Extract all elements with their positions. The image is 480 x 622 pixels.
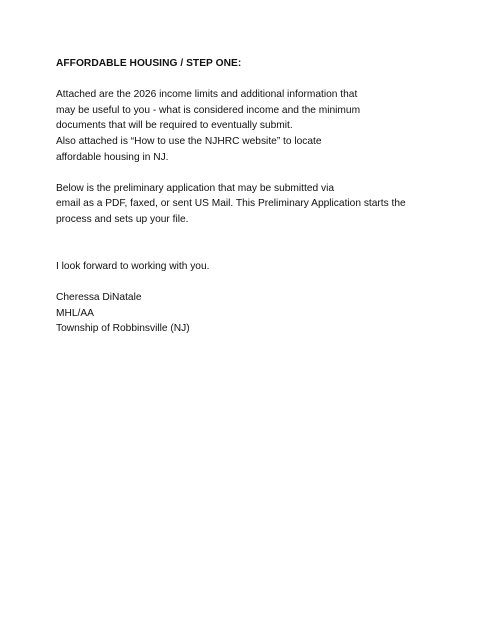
paragraph-line: documents that will be required to eventually submit. (56, 120, 293, 132)
paragraph-line: Below is the preliminary application that may be submitted via (56, 182, 335, 194)
closing-line: I look forward to working with you. (56, 260, 210, 272)
paragraph-line: email as a PDF, faxed, or sent US Mail. This Preliminary Application starts the (56, 198, 406, 210)
paragraph-line: may be useful to you - what is considered income and the minimum (56, 104, 361, 116)
paragraph-line: affordable housing in NJ. (56, 151, 169, 163)
signature-block (56, 290, 456, 337)
paragraph-line: Attached are the 2026 income limits and additional information that (56, 89, 358, 101)
blank-line (56, 243, 456, 259)
signature-organization: Township of Robbinsville (NJ) (56, 323, 190, 335)
application-paragraph (56, 181, 456, 228)
signature-name: Cheressa DiNatale (56, 291, 142, 303)
income-limits-paragraph (56, 87, 456, 165)
paragraph-line: Also attached is “How to use the NJHRC website” to locate (56, 135, 322, 147)
signature-title: MHL/AA (56, 307, 94, 319)
paragraph-line: process and sets up your file. (56, 213, 189, 225)
letter-heading: AFFORDABLE HOUSING / STEP ONE: (56, 58, 242, 69)
letter-body (56, 56, 456, 352)
